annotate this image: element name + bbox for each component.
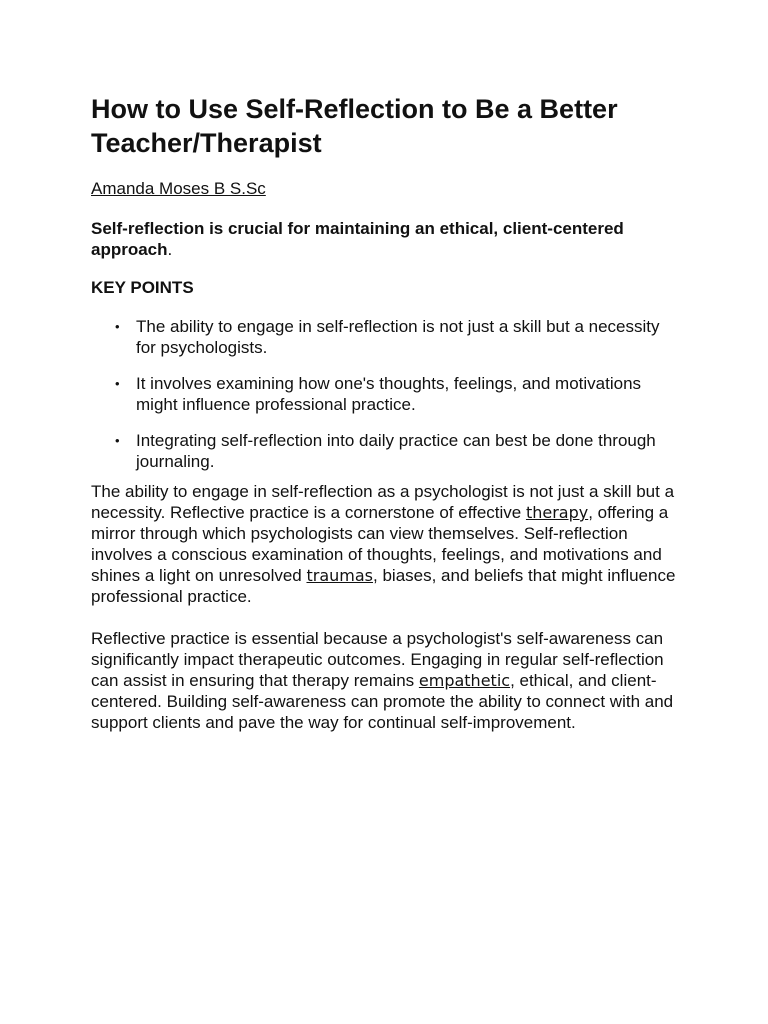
key-points-heading: KEY POINTS xyxy=(91,278,194,297)
bullet-icon: • xyxy=(115,319,120,334)
bullet-icon: • xyxy=(115,433,120,448)
key-point-item xyxy=(115,430,678,472)
traumas-link[interactable]: traumas xyxy=(306,566,374,585)
paragraph-text: Reflective practice is essential because a psychologist's self-awareness can significantly impact therapeutic outcomes. Engaging in regular self-reflection can assist in ensuring that therapy remains xyxy=(91,629,664,690)
therapy-link[interactable]: therapy xyxy=(525,503,589,522)
key-point-text: Integrating self-reflection into daily practice can best be done through journaling. xyxy=(136,431,656,471)
empathetic-link[interactable]: empathetic xyxy=(418,671,511,690)
article-title: How to Use Self-Reflection to Be a Better Teacher/Therapist xyxy=(91,94,618,158)
body-paragraph-1 xyxy=(91,481,678,607)
key-points-list xyxy=(91,316,678,472)
paragraph-text: The ability to engage in self-reflection as a psychologist is not just a skill but a necessity. Reflective practice is a cornerstone of effective xyxy=(91,482,675,522)
key-point-item xyxy=(115,316,678,358)
subtitle-bold-text: Self-reflection is crucial for maintaining an ethical, client-centered approach xyxy=(91,219,624,259)
key-point-text: The ability to engage in self-reflection is not just a skill but a necessity for psychologists. xyxy=(136,317,660,357)
bullet-icon: • xyxy=(115,376,120,391)
body-paragraph-2 xyxy=(91,628,678,733)
subtitle-period: . xyxy=(167,240,173,259)
author-link[interactable]: Amanda Moses B S.Sc xyxy=(91,179,266,198)
author-line xyxy=(91,178,678,200)
key-point-text: It involves examining how one's thoughts, feelings, and motivations might influence professional practice. xyxy=(136,374,642,414)
paragraph-text: , biases, and beliefs that might influence professional practice. xyxy=(91,566,676,606)
article-subtitle xyxy=(91,218,678,260)
paragraph-text: , offering a mirror through which psychologists can view themselves. Self-reflection involves a conscious examination of thoughts, feelings, and motivations and shines a light on unresolved xyxy=(91,503,669,585)
paragraph-text: , ethical, and client-centered. Building self-awareness can promote the ability to connect with and support clients and pave the way for continual self-improvement. xyxy=(91,671,674,732)
key-point-item xyxy=(115,373,678,415)
